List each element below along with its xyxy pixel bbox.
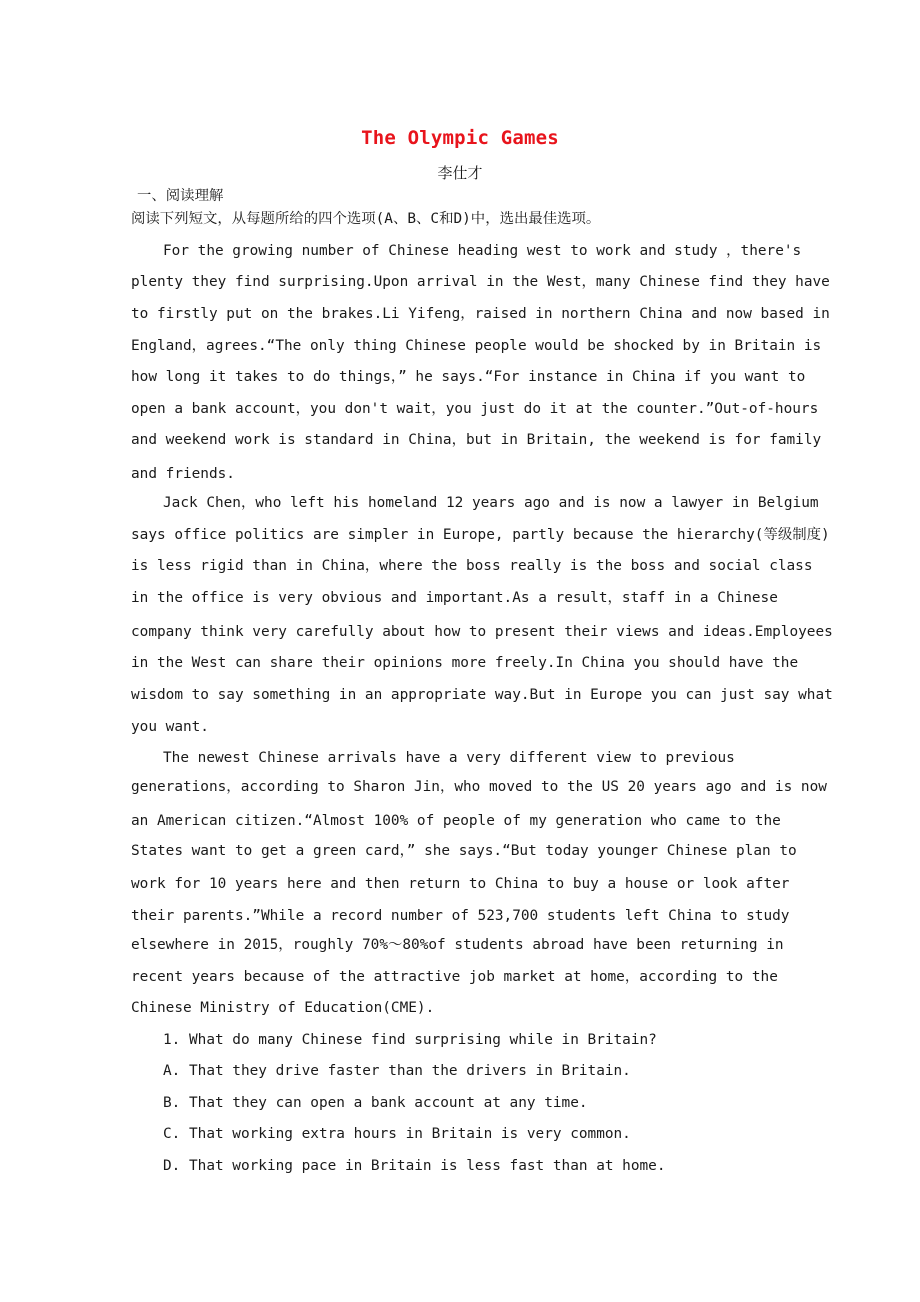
passage-line: England，agrees.“The only thing Chinese people would be shocked by in Britain is [131,338,822,354]
passage-line: generations，according to Sharon Jin，who moved to the US 20 years ago and is now [131,779,827,795]
document-title: The Olympic Games [361,127,559,149]
passage-line: you want. [131,719,209,735]
question-stem: 1. What do many Chinese find surprising while in Britain? [163,1032,657,1048]
passage-line: to firstly put on the brakes.Li Yifeng，raised in northern China and now based in [131,306,830,322]
passage-line: and friends. [131,466,235,482]
passage-line: says office politics are simpler in Europe, partly because the hierarchy(等级制度) [131,527,830,543]
instructions: 阅读下列短文，从每题所给的四个选项(A、B、C和D)中，选出最佳选项。 [131,211,601,227]
passage-line: an American citizen.“Almost 100% of people of my generation who came to the [131,813,781,829]
passage-line: their parents.”While a record number of 523,700 students left China to study [131,908,790,924]
passage-line: and weekend work is standard in China，but in Britain, the weekend is for family [131,432,822,448]
passage-line: in the West can share their opinions more freely.In China you should have the [131,655,799,671]
passage-line: wisdom to say something in an appropriate way.But in Europe you can just say what [131,687,833,703]
passage-line: Jack Chen，who left his homeland 12 years ago and is now a lawyer in Belgium [163,495,819,511]
author-name: 李仕才 [437,164,483,182]
passage-line: Chinese Ministry of Education(CME). [131,1000,435,1016]
answer-option-b: B. That they can open a bank account at any time. [163,1095,588,1111]
passage-line: For the growing number of Chinese heading west to work and study ，there's [163,243,802,259]
passage-line: States want to get a green card，” she says.“But today younger Chinese plan to [131,843,797,859]
passage-line: in the office is very obvious and important.As a result，staff in a Chinese [131,590,778,606]
passage-line: open a bank account，you don't wait，you just do it at the counter.”Out-of-hours [131,401,819,417]
passage-line: work for 10 years here and then return to China to buy a house or look after [131,876,790,892]
passage-line: how long it takes to do things，” he says.“For instance in China if you want to [131,369,806,385]
passage-line: The newest Chinese arrivals have a very different view to previous [163,750,735,766]
answer-option-c: C. That working extra hours in Britain is very common. [163,1126,631,1142]
answer-option-a: A. That they drive faster than the drivers in Britain. [163,1063,631,1079]
answer-option-d: D. That working pace in Britain is less fast than at home. [163,1158,666,1174]
section-heading: 一、阅读理解 [137,188,224,204]
passage-line: is less rigid than in China，where the boss really is the boss and social class [131,558,813,574]
passage-line: plenty they find surprising.Upon arrival in the West，many Chinese find they have [131,274,830,290]
passage-line: recent years because of the attractive job market at home，according to the [131,969,778,985]
passage-line: elsewhere in 2015，roughly 70%～80%of students abroad have been returning in [131,937,784,953]
passage-line: company think very carefully about how to present their views and ideas.Employees [131,624,833,640]
